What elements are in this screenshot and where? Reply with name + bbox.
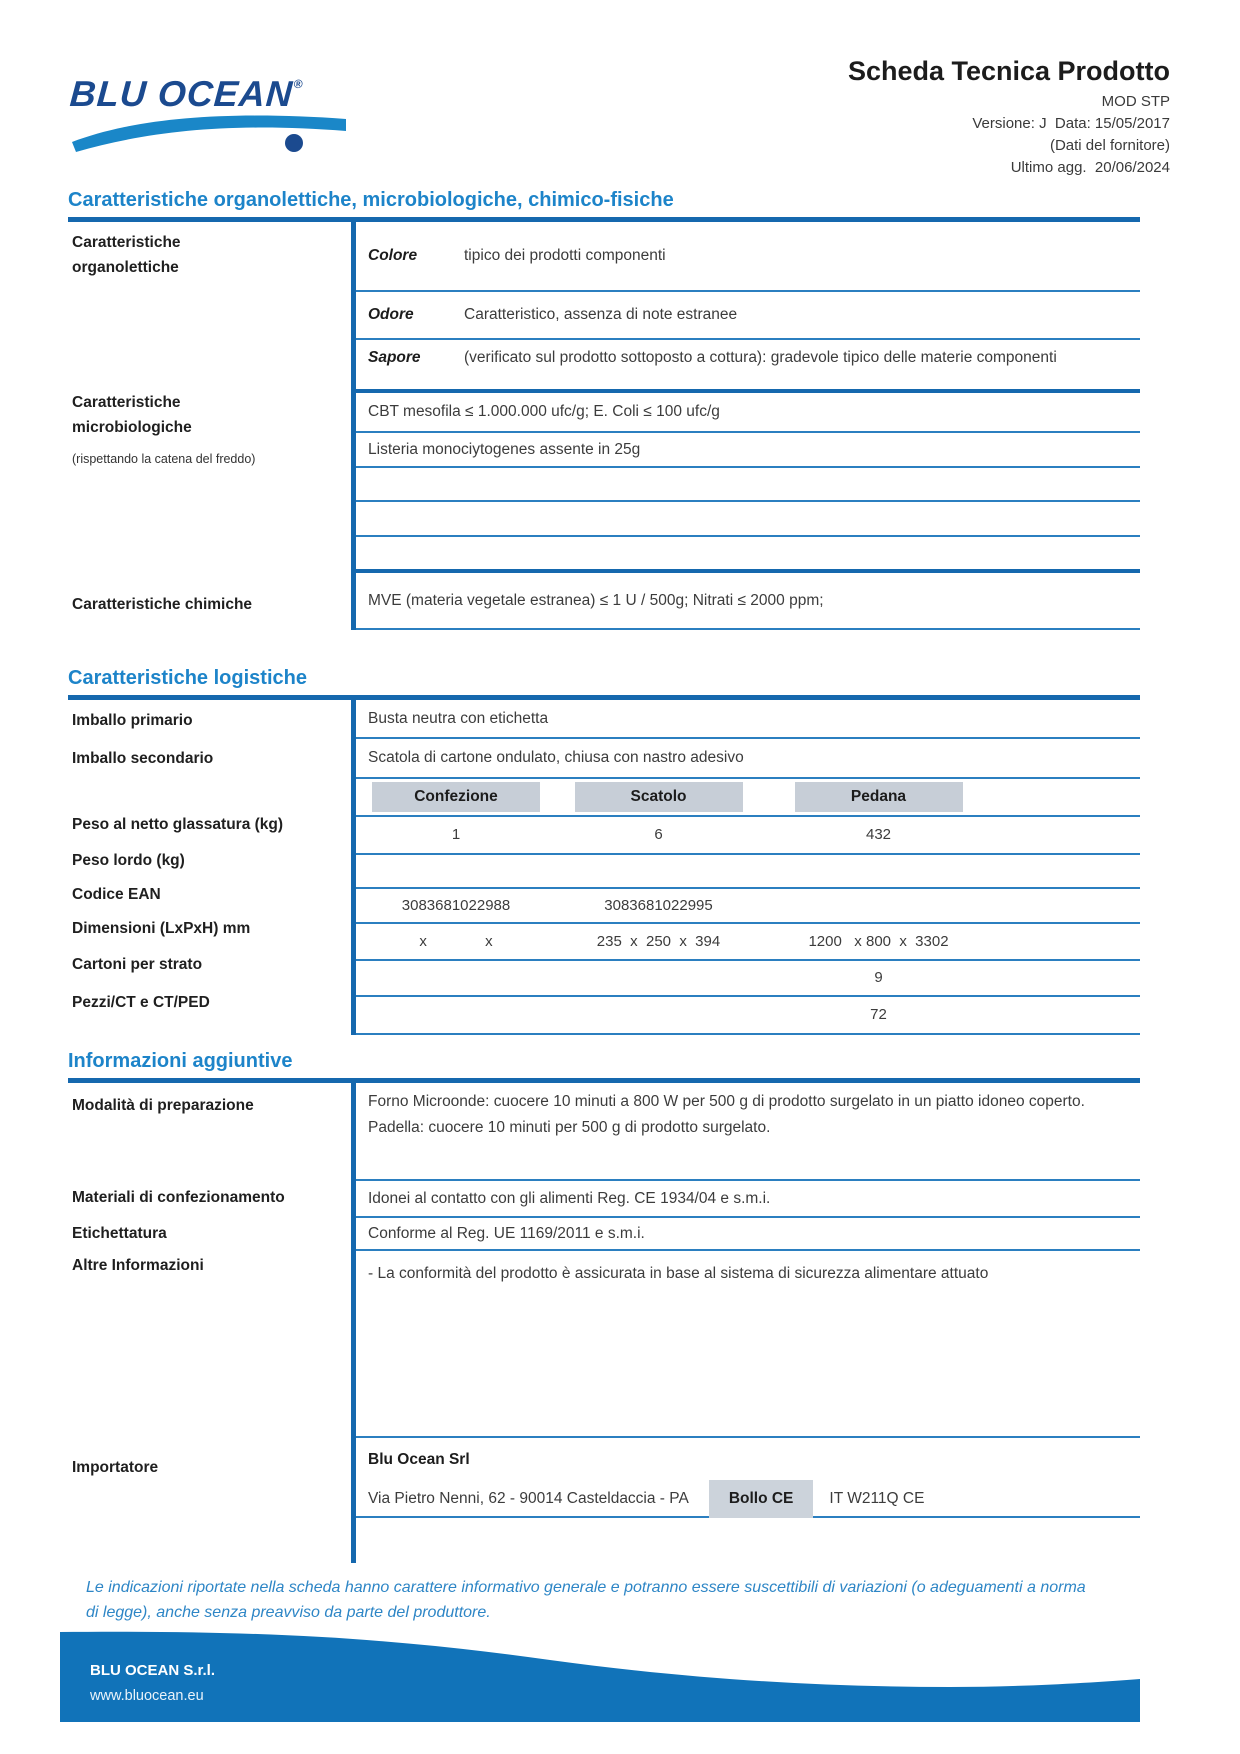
supplier-data-line: (Dati del fornitore) <box>1049 137 1170 154</box>
logo-brand-text <box>68 73 362 114</box>
importatore-name: Blu Ocean Srl <box>368 1451 470 1468</box>
version-date-line: Versione: J Data: 15/05/2017 <box>972 115 1170 132</box>
label-codice-ean: Codice EAN <box>72 886 161 903</box>
footer-company-name: BLU OCEAN S.r.l. <box>90 1662 216 1679</box>
altre-informazioni-value: - La conformità del prodotto è assicurata in base al sistema di sicurezza alimentare attuato <box>368 1265 989 1282</box>
logistics-table-labels <box>68 700 351 1035</box>
footer-wave-icon <box>60 1630 1140 1722</box>
document-meta <box>848 91 1170 179</box>
label-etichettatura: Etichettatura <box>72 1225 167 1242</box>
additional-info-rows <box>351 1083 1140 1563</box>
logo-wordmark: BLU OCEAN <box>68 73 295 114</box>
row-imballo-secondario <box>356 739 1140 779</box>
footer-website: www.bluocean.eu <box>90 1688 204 1704</box>
label-imballo-primario: Imballo primario <box>72 712 193 729</box>
sapore-label: Sapore <box>368 349 421 366</box>
label-altre-informazioni: Altre Informazioni <box>72 1257 204 1274</box>
dimensioni-confezione: x x <box>419 932 493 950</box>
label-caratteristiche-organolettiche: Caratteristiche organolettiche <box>72 234 181 276</box>
row-codice-ean <box>356 889 1140 924</box>
cartoni-pedana-value: 9 <box>874 969 883 986</box>
materiali-value: Idonei al contatto con gli alimenti Reg. CE 1934/04 e s.m.i. <box>368 1189 771 1207</box>
blu-ocean-logo <box>68 73 360 152</box>
logistics-table-rows <box>351 700 1140 1035</box>
label-cartoni-per-strato: Cartoni per strato <box>72 956 203 973</box>
section-heading-additional-info: Informazioni aggiuntive <box>68 1050 293 1072</box>
imballo-primario-value: Busta neutra con etichetta <box>368 709 549 727</box>
label-caratteristiche-chimiche: Caratteristiche chimiche <box>72 596 253 613</box>
ean-confezione: 3083681022988 <box>401 896 511 914</box>
label-modalita-preparazione: Modalità di preparazione <box>72 1097 254 1114</box>
dimensioni-scatolo: 235 x 250 x 394 <box>596 932 721 950</box>
odore-label: Odore <box>368 306 414 323</box>
row-microbiological-1 <box>356 393 1140 433</box>
disclaimer-text: Le indicazioni riportate nella scheda hanno carattere informativo generale e potranno essere suscettibili di variazioni (o adeguamenti a norma di legge), anche senza preavviso da parte del produttore. <box>86 1579 1086 1621</box>
ean-scatolo: 3083681022995 <box>604 896 713 914</box>
row-altre-informazioni <box>356 1251 1140 1438</box>
label-dimensioni: Dimensioni (LxPxH) mm <box>72 920 251 937</box>
row-sapore <box>356 340 1140 393</box>
dimensioni-pedana: 1200 x 800 x 3302 <box>808 932 949 950</box>
organoleptic-table-rows <box>351 222 1140 630</box>
row-colore <box>356 222 1140 292</box>
section-heading-organoleptic: Caratteristiche organolettiche, microbiologiche, chimico-fisiche <box>68 189 674 211</box>
label-peso-netto: Peso al netto glassatura (kg) <box>72 816 284 833</box>
odore-value: Caratteristico, assenza di note estranee <box>464 306 738 323</box>
column-header-confezione: Confezione <box>372 782 540 812</box>
row-dimensioni <box>356 924 1140 961</box>
bollo-ce-code: IT W211Q CE <box>829 1490 925 1507</box>
pezzi-pedana-value: 72 <box>870 1006 887 1023</box>
colore-value: tipico dei prodotti componenti <box>464 247 666 264</box>
peso-netto-confezione: 1 <box>451 826 461 843</box>
row-column-headers <box>356 779 1140 817</box>
document-header <box>848 54 1170 179</box>
micro-row2-value: Listeria monociytogenes assente in 25g <box>368 440 641 458</box>
colore-label: Colore <box>368 247 418 264</box>
registered-trademark-icon: ® <box>293 77 304 91</box>
column-header-scatolo: Scatolo <box>575 782 743 812</box>
row-empty-2 <box>356 502 1140 537</box>
row-peso-lordo <box>356 855 1140 889</box>
peso-netto-scatolo: 6 <box>654 826 663 843</box>
logistics-table <box>68 700 1140 1035</box>
row-odore <box>356 292 1140 340</box>
imballo-secondario-value: Scatola di cartone ondulato, chiusa con nastro adesivo <box>368 749 744 766</box>
last-update-line: Ultimo agg. 20/06/2024 <box>1010 159 1170 176</box>
additional-info-labels <box>68 1083 351 1563</box>
column-header-pedana: Pedana <box>795 782 963 812</box>
importatore-address: Via Pietro Nenni, 62 - 90014 Casteldaccia - PA <box>368 1490 689 1507</box>
section-heading-logistics: Caratteristiche logistiche <box>68 667 307 689</box>
label-imballo-secondario: Imballo secondario <box>72 750 214 767</box>
document-title: Scheda Tecnica Prodotto <box>847 56 1170 86</box>
etichettatura-value: Conforme al Reg. UE 1169/2011 e s.m.i. <box>368 1224 645 1242</box>
row-importatore <box>356 1438 1140 1518</box>
sapore-value: (verificato sul prodotto sottoposto a cottura): gradevole tipico delle materie componenti <box>464 349 1057 366</box>
preparazione-value: Forno Microonde: cuocere 10 minuti a 800 W per 500 g di prodotto surgelato in un piatto idoneo coperto. Padella: cuocere 10 minuti per 500 g di prodotto surgelato. <box>368 1093 1085 1136</box>
label-pezzi-ct: Pezzi/CT e CT/PED <box>72 994 210 1011</box>
label-materiali-confezionamento: Materiali di confezionamento <box>72 1189 285 1206</box>
micro-row1-value: CBT mesofila ≤ 1.000.000 ufc/g; E. Coli ≤ 100 ufc/g <box>368 403 720 420</box>
row-tail <box>356 1518 1140 1563</box>
chemical-value: MVE (materia vegetale estranea) ≤ 1 U / 500g; Nitrati ≤ 2000 ppm; <box>368 591 824 609</box>
row-etichettatura <box>356 1218 1140 1251</box>
document-body <box>68 188 1140 1625</box>
row-microbiological-2 <box>356 433 1140 468</box>
label-cold-chain-note: (rispettando la catena del freddo) <box>72 452 256 466</box>
row-imballo-primario <box>356 700 1140 739</box>
peso-netto-pedana: 432 <box>865 826 892 843</box>
row-materiali <box>356 1181 1140 1218</box>
label-importatore: Importatore <box>72 1459 159 1476</box>
row-empty-3 <box>356 537 1140 573</box>
footer-wave-band <box>60 1630 1140 1722</box>
row-pezzi-ct <box>356 997 1140 1035</box>
bollo-ce-badge: Bollo CE <box>709 1480 814 1518</box>
organoleptic-table <box>68 222 1140 630</box>
mod-line: MOD STP <box>1101 93 1170 110</box>
row-empty-1 <box>356 468 1140 502</box>
row-cartoni-per-strato <box>356 961 1140 997</box>
row-preparazione <box>356 1083 1140 1181</box>
importatore-address-line <box>368 1480 1140 1518</box>
label-caratteristiche-microbiologiche: Caratteristiche microbiologiche <box>72 394 192 436</box>
organoleptic-table-labels <box>68 222 351 630</box>
row-chemical <box>356 573 1140 630</box>
row-peso-netto <box>356 817 1140 855</box>
additional-info-table <box>68 1083 1140 1563</box>
label-peso-lordo: Peso lordo (kg) <box>72 852 185 869</box>
